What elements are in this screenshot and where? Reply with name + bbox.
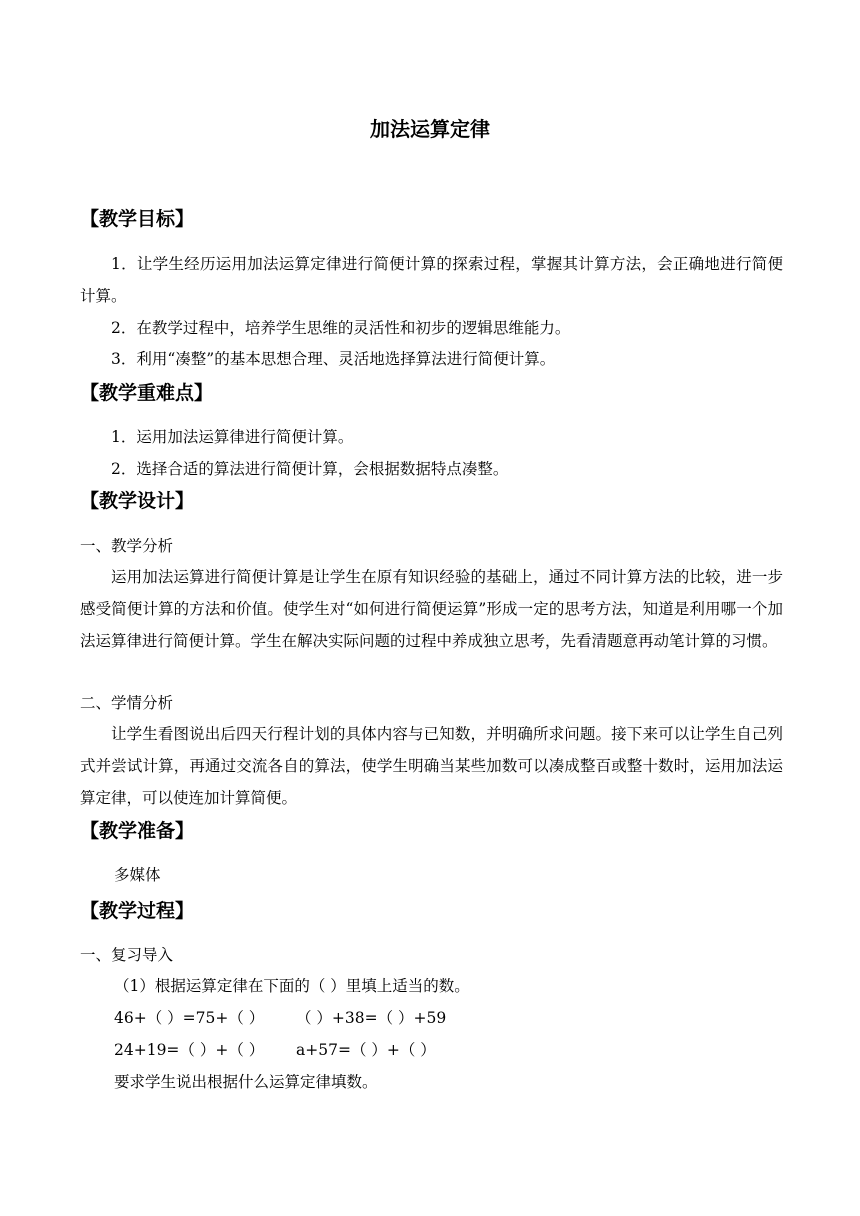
exercise-1a: 46+（ ）=75+（ ） — [114, 1009, 265, 1027]
student-analysis-text: 让学生看图说出后四天行程计划的具体内容与已知数，并明确所求问题。接下来可以让学生自己列式并尝试计算，再通过交流各自的算法，使学生明确当某些加数可以凑成整百或整十数时，运用加法运算定律，可以使连加计算简便。 — [80, 725, 783, 807]
exercise-note: 要求学生说出根据什么运算定律填数。 — [114, 1073, 378, 1091]
objective-item-3: 3．利用“凑整”的基本思想合理、灵活地选择算法进行简便计算。 — [111, 350, 556, 368]
teaching-analysis-text: 运用加法运算进行简便计算是让学生在原有知识经验的基础上，通过不同计算方法的比较，进一步感受简便计算的方法和价值。使学生对“如何进行简便运算”形成一定的思考方法，知道是利用哪一个加法运算律进行简便计算。学生在解决实际问题的过程中养成独立思考，先看清题意再动笔计算的习惯。 — [80, 568, 783, 650]
key-points-heading: 【教学重难点】 — [80, 382, 214, 404]
document-title: 加法运算定律 — [370, 117, 490, 141]
design-heading: 【教学设计】 — [80, 490, 195, 512]
objective-item-1: 1．让学生经历运用加法运算定律进行简便计算的探索过程，掌握其计算方法，会正确地进行简便计算。 — [80, 255, 783, 305]
preparation-heading: 【教学准备】 — [80, 820, 195, 842]
review-intro-title: 一、复习导入 — [80, 946, 174, 964]
key-point-item-1: 1．运用加法运算律进行简便计算。 — [111, 428, 354, 446]
exercise-2b: a+57=（ ）+（ ） — [296, 1041, 436, 1059]
process-heading: 【教学过程】 — [80, 900, 195, 922]
objective-item-2: 2．在教学过程中，培养学生思维的灵活性和初步的逻辑思维能力。 — [111, 319, 571, 337]
exercise-task: （1）根据运算定律在下面的（ ）里填上适当的数。 — [114, 977, 470, 995]
exercise-1b: （ ）+38=（ ）+59 — [296, 1009, 447, 1027]
key-point-item-2: 2．选择合适的算法进行简便计算，会根据数据特点凑整。 — [111, 460, 509, 478]
preparation-text: 多媒体 — [114, 866, 161, 884]
teaching-analysis-title: 一、教学分析 — [80, 537, 174, 555]
exercise-2a: 24+19=（ ）+（ ） — [114, 1041, 265, 1059]
student-analysis-title: 二、学情分析 — [80, 694, 174, 712]
objectives-heading: 【教学目标】 — [80, 208, 195, 230]
